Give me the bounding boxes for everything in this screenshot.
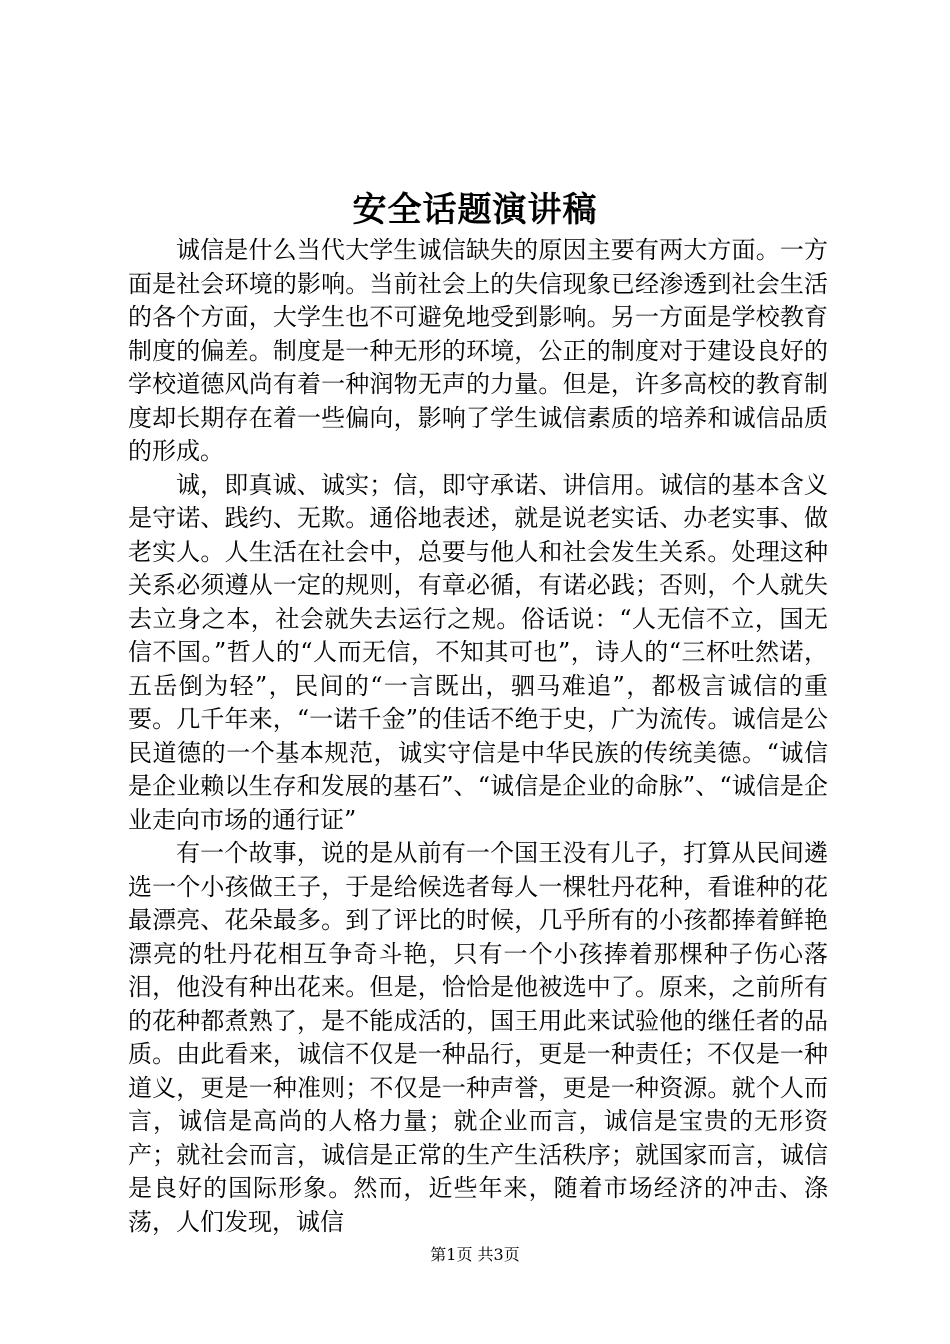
paragraph-3: 有一个故事，说的是从前有一个国王没有儿子，打算从民间遴选一个小孩做王子，于是给候选者每人一棵牡丹花种，看谁种的花最漂亮、花朵最多。到了评比的时候，几乎所有的小孩都捧着鲜艳漂亮的牡丹花相互争奇斗艳，只有一个小孩捧着那棵种子伤心落泪，他没有种出花来。但是，恰恰是他被选中了。原来，之前所有的花种都煮熟了，是不能成活的，国王用此来试验他的继任者的品质。由此看来，诚信不仅是一种品行，更是一种责任；不仅是一种道义，更是一种准则；不仅是一种声誉，更是一种资源。就个人而言，诚信是高尚的人格力量；就企业而言，诚信是宝贵的无形资产；就社会而言，诚信是正常的生产生活秩序；就国家而言，诚信是良好的国际形象。然而，近些年来，随着市场经济的冲击、涤荡，人们发现，诚信	[128, 839, 828, 1236]
document-body	[128, 234, 828, 1239]
paragraph-2: 诚，即真诚、诚实；信，即守承诺、讲信用。诚信的基本含义是守诺、践约、无欺。通俗地表述，就是说老实话、办老实事、做老实人。人生活在社会中，总要与他人和社会发生关系。处理这种关系必须遵从一定的规则，有章必循，有诺必践；否则，个人就失去立身之本，社会就失去运行之规。俗话说：“人无信不立，国无信不国。”哲人的“人而无信，不知其可也”，诗人的“三杯吐然诺，五岳倒为轻”，民间的“一言既出，驷马难追”，都极言诚信的重要。几千年来，“一诺千金”的佳话不绝于史，广为流传。诚信是公民道德的一个基本规范，诚实守信是中华民族的传统美德。“诚信是企业赖以生存和发展的基石”、“诚信是企业的命脉”、“诚信是企业走向市场的通行证”	[128, 470, 828, 834]
page-footer: 第1页 共3页	[430, 1245, 520, 1264]
document-title: 安全话题演讲稿	[352, 190, 598, 230]
paragraph-1: 诚信是什么当代大学生诚信缺失的原因主要有两大方面。一方面是社会环境的影响。当前社会上的失信现象已经渗透到社会生活的各个方面，大学生也不可避免地受到影响。另一方面是学校教育制度的偏差。制度是一种无形的环境，公正的制度对于建设良好的学校道德风尚有着一种润物无声的力量。但是，许多高校的教育制度却长期存在着一些偏向，影响了学生诚信素质的培养和诚信品质的形成。	[128, 236, 828, 465]
